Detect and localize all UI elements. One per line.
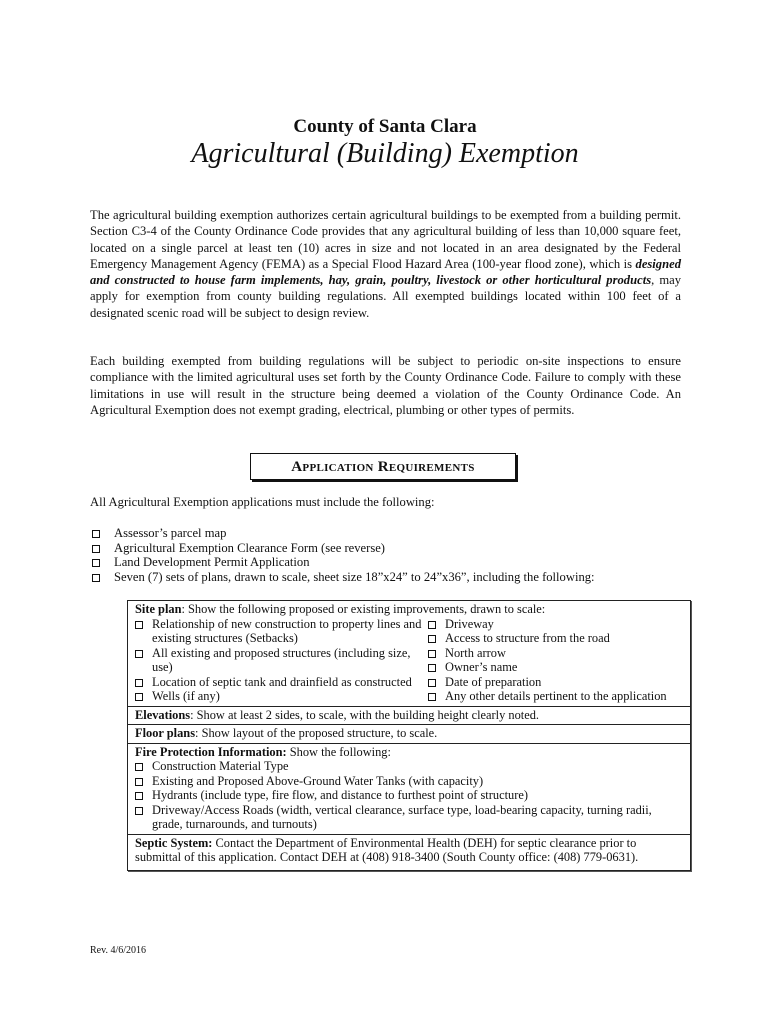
checkbox-bullet-icon [92,545,100,553]
site-plan-item: Owner’s name [445,660,518,674]
checkbox-bullet-icon [135,693,143,701]
list-item [92,555,595,570]
list-item [428,646,683,661]
site-plan-item: Date of preparation [445,674,542,689]
site-plan-item: Any other details pertinent to the application [445,689,667,703]
section-heading: Application Requirements [291,459,475,475]
list-item [92,526,595,541]
list-item [428,660,683,675]
checkbox-bullet-icon [135,778,143,786]
checkbox-bullet-icon [428,650,436,658]
fire-protection-label: Fire Protection Information: [135,744,287,759]
list-item [135,675,428,690]
checkbox-bullet-icon [428,679,436,687]
fire-protection-list [135,759,683,832]
revision-date: Rev. 4/6/2016 [90,945,147,956]
requirement-text: Assessor’s parcel map [114,526,227,540]
site-plan-text: : Show the following proposed or existing improvements, drawn to scale: [181,602,546,616]
fire-protection-item: Construction Material Type [152,759,289,773]
site-plan-item: Location of septic tank and drainfield as constructed [152,674,412,689]
intro-emphasis: designed and constructed to house farm implements, hay, grain, poultry, livestock or other horticultural products [90,256,681,288]
fire-protection-cell [128,744,690,835]
septic-system-cell [128,835,690,870]
checkbox-bullet-icon [135,763,143,771]
requirement-text: Agricultural Exemption Clearance Form (see reverse) [114,540,386,555]
site-plan-item: Driveway [445,616,494,631]
intro-paragraph [90,207,681,321]
septic-label: Septic System: [135,835,213,850]
floor-plans-text: : Show layout of the proposed structure, to scale. [195,726,438,740]
list-item [92,570,595,585]
list-item [92,541,595,556]
site-plan-columns [135,617,683,704]
checkbox-bullet-icon [92,574,100,582]
list-item [428,689,683,704]
checkbox-bullet-icon [428,635,436,643]
fire-protection-item: Driveway/Access Roads (width, vertical clearance, surface type, load-bearing capacity, turning radii, grade, turnarounds, and turnouts) [152,802,652,831]
checkbox-bullet-icon [428,664,436,672]
septic-text: Contact the Department of Environmental Health (DEH) for septic clearance prior to submittal of this application. Contact DEH at (408) 918-3400 (South County office: (408) 779-0631). [135,835,639,864]
site-plan-item: Relationship of new construction to property lines and existing structures (Setbacks) [152,616,422,645]
site-plan-cell [128,601,690,707]
site-plan-item: North arrow [445,645,506,660]
list-item [428,675,683,690]
list-item [135,759,683,774]
plans-requirements-table [127,600,691,871]
list-item [135,646,428,675]
elevations-text: : Show at least 2 sides, to scale, with the building height clearly noted. [190,707,540,722]
list-item [428,631,683,646]
requirements-intro: All Agricultural Exemption applications must include the following: [90,495,435,509]
site-plan-item: Access to structure from the road [445,631,610,645]
site-plan-left-list [135,617,428,704]
floor-plans-cell [128,725,690,744]
list-item [135,689,428,704]
organization-name: County of Santa Clara [293,116,477,137]
section-heading-box [250,453,516,480]
checkbox-bullet-icon [135,650,143,658]
list-item [135,788,683,803]
list-item [135,803,683,832]
list-item [135,617,428,646]
intro-text-part2: , may apply for exemption from county building regulations. All exempted buildings located within 100 feet of a designated scenic road will be subject to design review. [90,273,681,320]
checkbox-bullet-icon [135,679,143,687]
checkbox-bullet-icon [135,792,143,800]
compliance-paragraph: Each building exempted from building regulations will be subject to periodic on-site inspections to ensure compliance with the limited agricultural uses set forth by the County Ordinance Code. Failure to comply with these limitations in use will result in the structure being deemed a violation of the County Ordinance Code. An Agricultural Exemption does not exempt grading, electrical, plumbing or other types of permits. [90,354,681,417]
checkbox-bullet-icon [428,693,436,701]
checkbox-bullet-icon [428,621,436,629]
fire-protection-text: Show the following: [286,744,391,759]
checkbox-bullet-icon [135,807,143,815]
requirement-text: Seven (7) sets of plans, drawn to scale, sheet size 18”x24” to 24”x36”, including the following: [114,569,595,584]
checkbox-bullet-icon [92,559,100,567]
site-plan-item: Wells (if any) [152,689,220,703]
checkbox-bullet-icon [135,621,143,629]
requirements-list [92,526,595,584]
site-plan-right-list [428,617,683,704]
site-plan-label: Site plan [135,602,182,616]
list-item [135,774,683,789]
list-item [428,617,683,632]
checkbox-bullet-icon [92,530,100,538]
intro-text-part1: The agricultural building exemption authorizes certain agricultural buildings to be exempted from a building permit. Section C3-4 of the County Ordinance Code provides that any agricultural building of less than 10,000 square feet, located on a single parcel at least ten (10) acres in size and not located in an area designated by the Federal Emergency Management Agency (FEMA) as a Special Flood Hazard Area (100-year flood zone), which is [90,208,681,271]
site-plan-item: All existing and proposed structures (including size, use) [152,645,411,674]
fire-protection-item: Hydrants (include type, fire flow, and distance to furthest point of structure) [152,788,528,802]
document-title: Agricultural (Building) Exemption [191,138,579,169]
requirement-text: Land Development Permit Application [114,555,310,569]
fire-protection-item: Existing and Proposed Above-Ground Water Tanks (with capacity) [152,773,484,788]
elevations-cell [128,707,690,726]
elevations-label: Elevations [135,707,191,722]
floor-plans-label: Floor plans [135,726,196,740]
